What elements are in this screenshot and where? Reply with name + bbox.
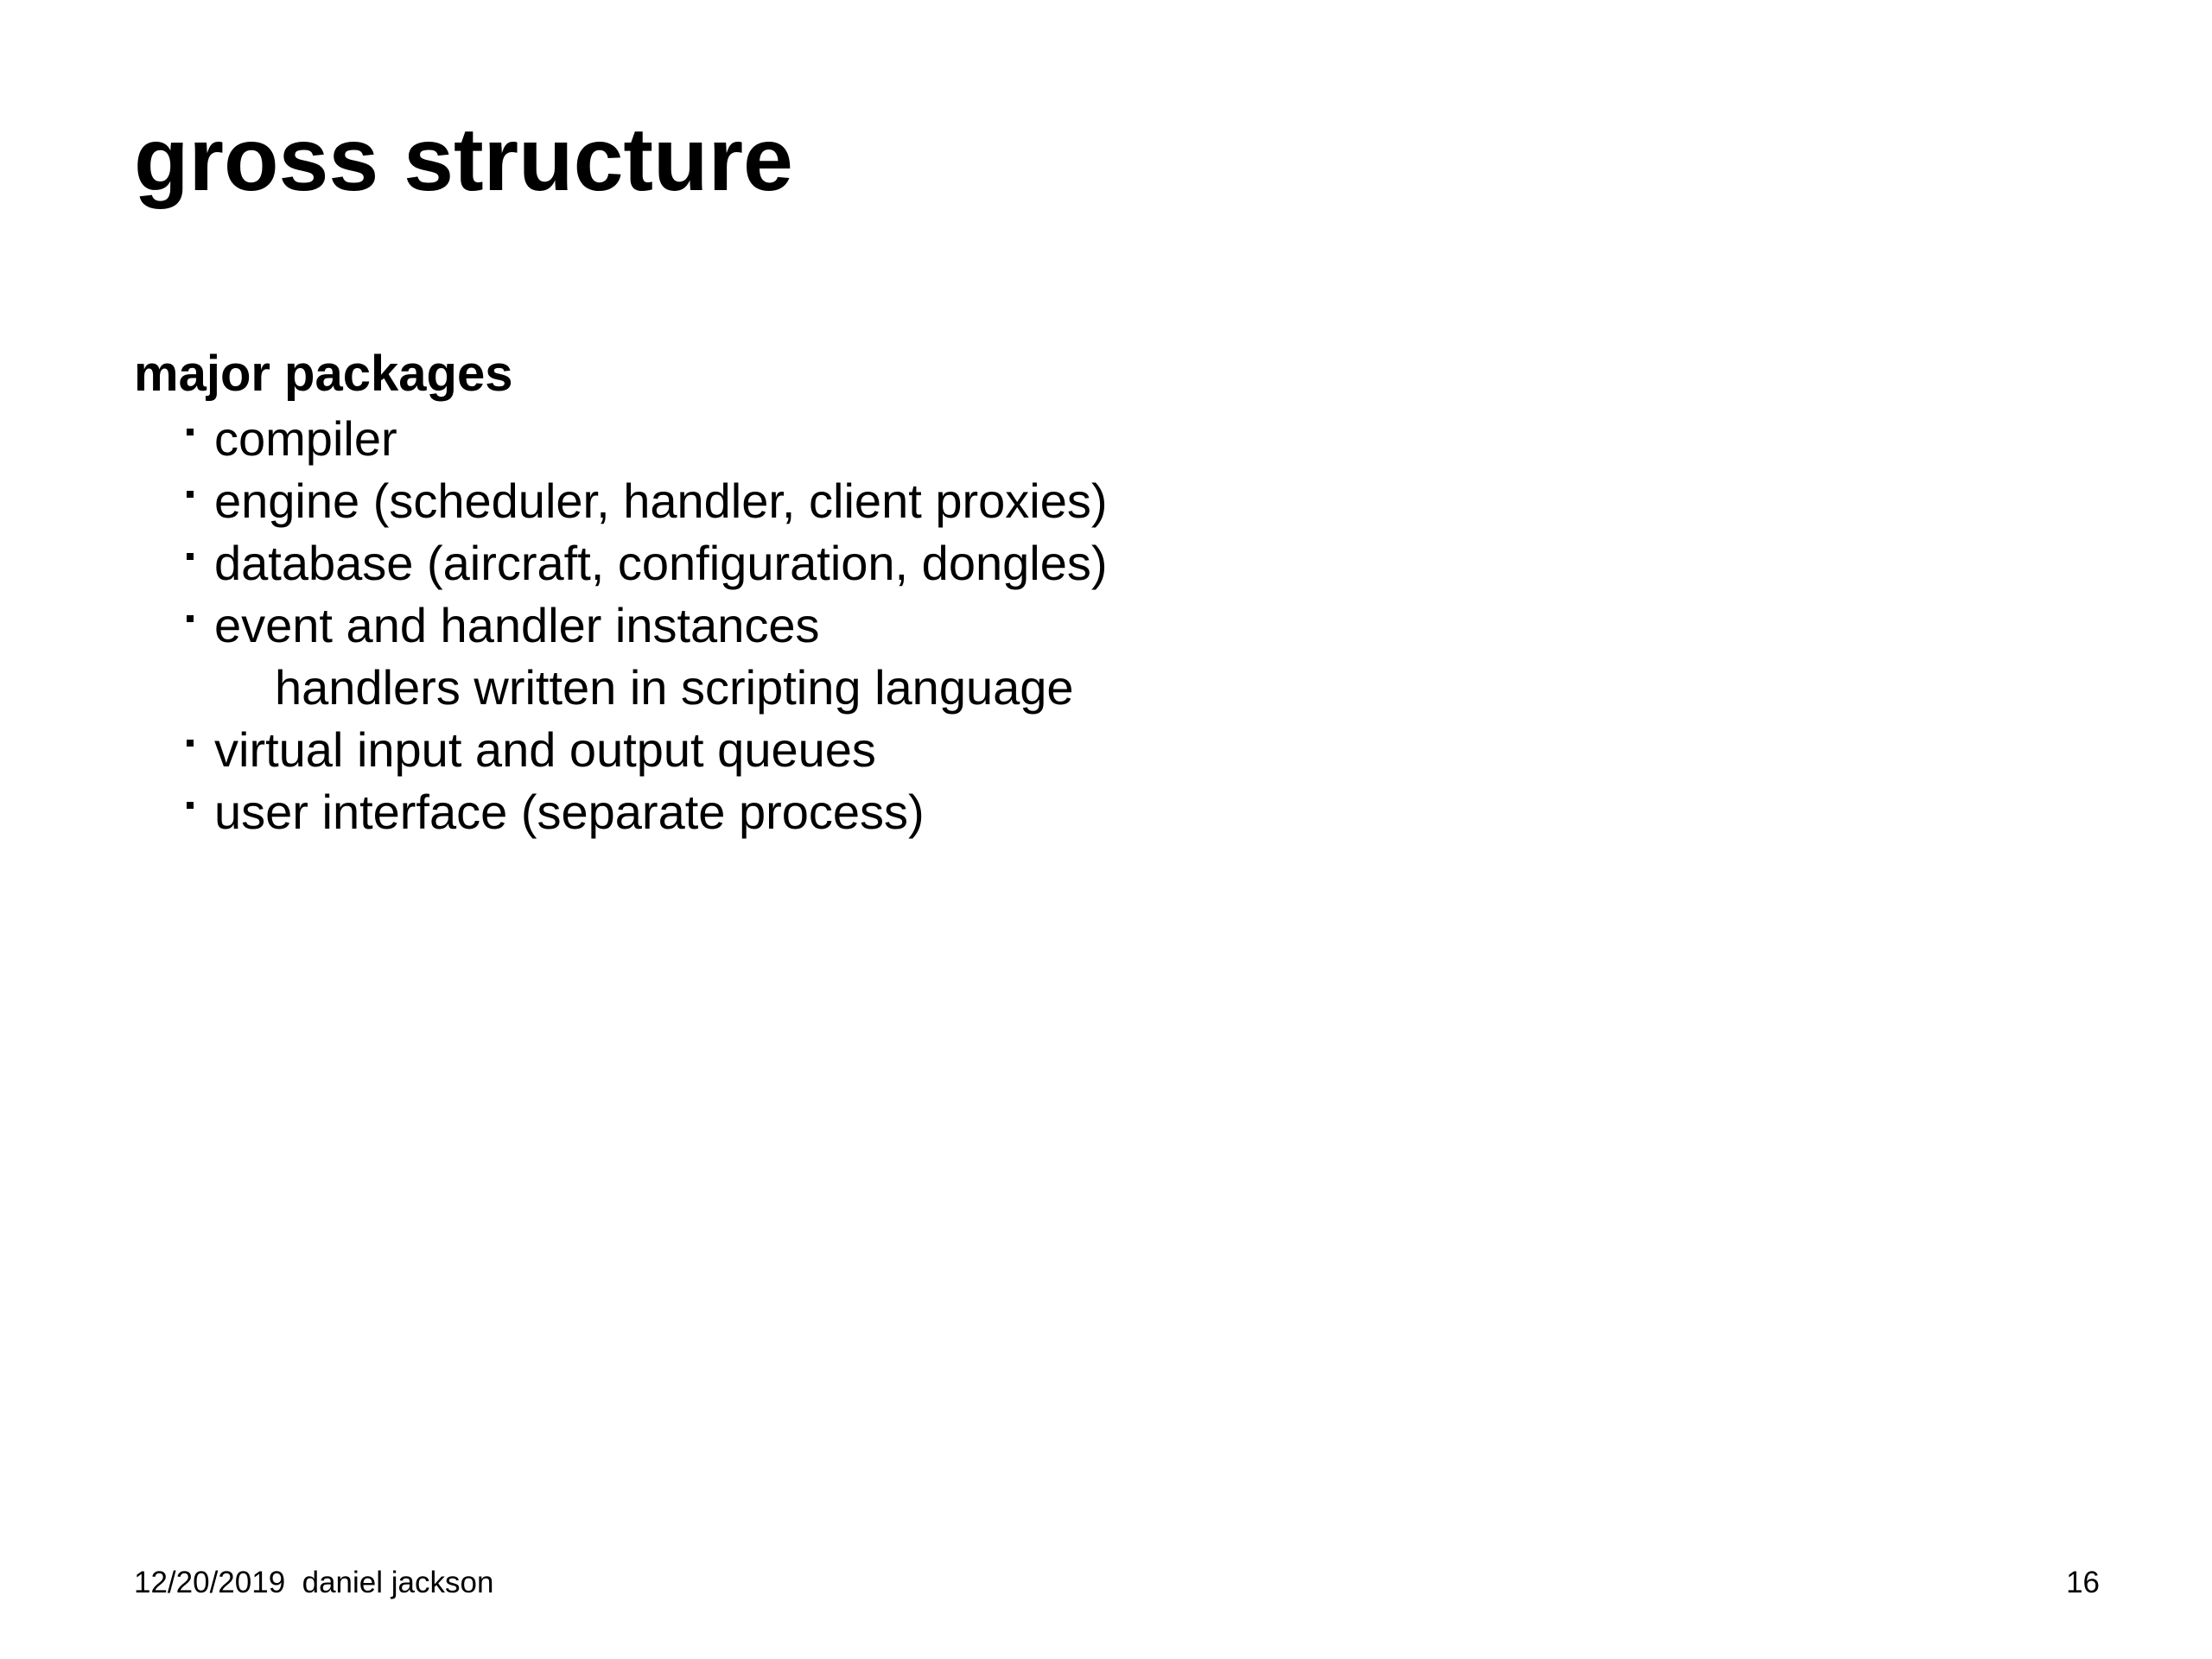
list-item-text: compiler (214, 411, 397, 466)
bullet-icon (187, 553, 194, 560)
bullet-icon (187, 429, 194, 435)
list-item-text: user interface (separate process) (214, 785, 925, 839)
list-item-text: database (aircraft, configuration, dongles) (214, 536, 1108, 590)
bullet-icon (187, 615, 194, 622)
footer-date-author: 12/20/2019 daniel jackson (134, 1566, 494, 1599)
page-number: 16 (2066, 1566, 2100, 1599)
bullet-list (185, 408, 1108, 843)
list-item (185, 781, 1108, 843)
sub-list-item-text: handlers written in scripting language (275, 660, 1074, 715)
bullet-icon (187, 740, 194, 747)
list-item-text: engine (scheduler, handler, client proxies) (214, 474, 1108, 528)
section-heading: major packages (134, 346, 513, 402)
list-item (185, 408, 1108, 470)
list-item (185, 532, 1108, 594)
sub-list-item (185, 657, 1108, 719)
list-item-text: virtual input and output queues (214, 722, 876, 777)
list-item (185, 470, 1108, 532)
bullet-icon (187, 802, 194, 809)
list-item (185, 719, 1108, 781)
slide-title: gross structure (134, 110, 793, 210)
list-item-text: event and handler instances (214, 598, 820, 652)
list-item (185, 594, 1108, 657)
bullet-icon (187, 491, 194, 498)
